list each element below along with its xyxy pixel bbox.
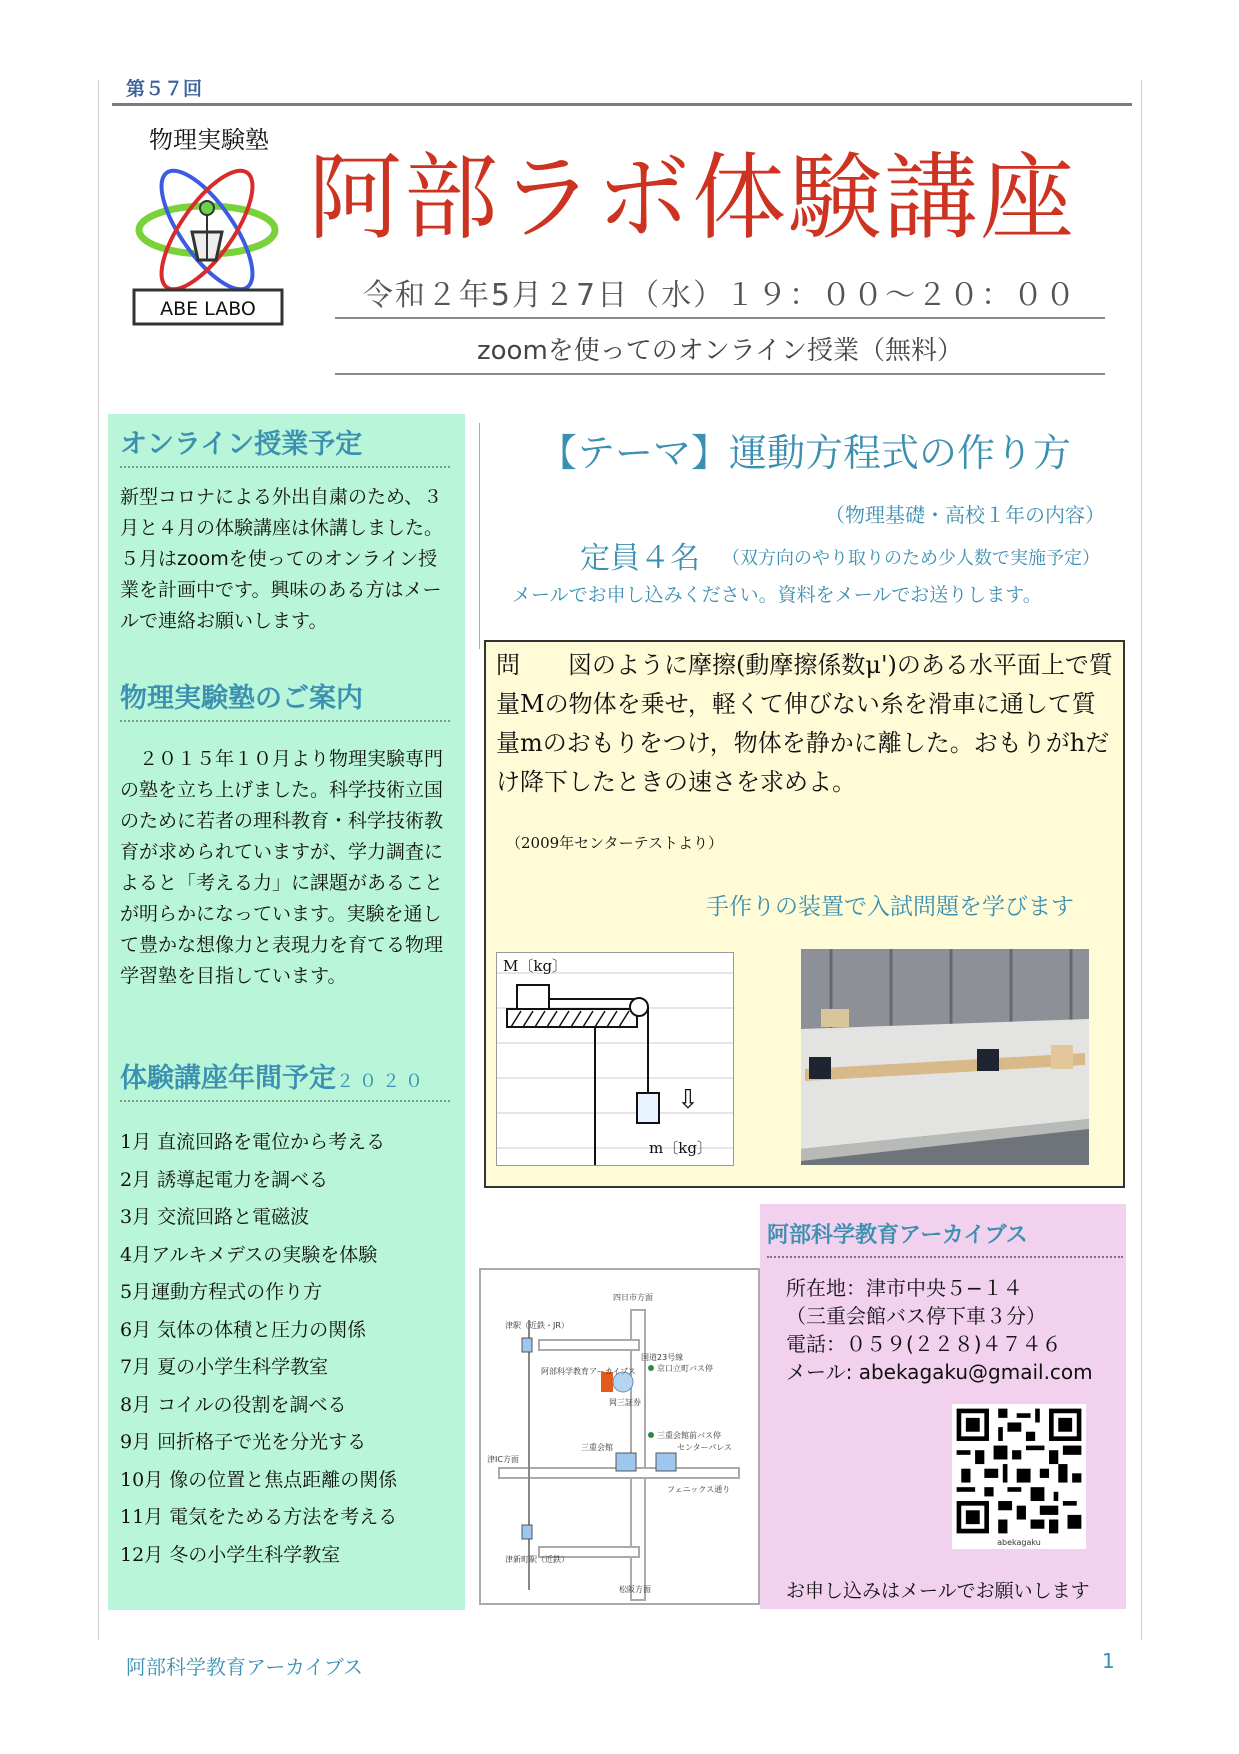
left-sidebar xyxy=(108,414,465,1610)
dotted-divider xyxy=(767,1256,1123,1258)
dotted-divider xyxy=(120,466,450,468)
list-item: 5月運動方程式の作り方 xyxy=(120,1281,323,1303)
schedule-year: ２０２０ xyxy=(336,1071,428,1092)
page-frame-right xyxy=(1141,80,1142,1640)
down-arrow-icon: ⇩ xyxy=(677,1085,699,1115)
mail-note: メールでお申し込みください。資料をメールでお送りします。 xyxy=(512,584,1042,606)
question-text: 問 図のように摩擦(動摩擦係数μ')のある水平面上で質量Mの物体を乗せ，軽くて伸びない糸を滑車に通して質量mのおもりをつけ，物体を静かに離した。おもりがhだけ降下したときの速さを求めよ。 xyxy=(496,651,1113,796)
page-title: 阿部ラボ体験講座 xyxy=(308,144,1077,253)
contact-heading: 阿部科学教育アーカイブス xyxy=(767,1222,1028,1248)
question-lead: 手作りの装置で入試問題を学びます xyxy=(706,894,1074,920)
capacity: 定員４名 xyxy=(580,541,700,576)
pulley-diagram xyxy=(496,952,734,1166)
divider xyxy=(335,317,1105,319)
email-link[interactable]: メール: abekagaku@gmail.com xyxy=(786,1360,1093,1384)
question-box xyxy=(484,640,1125,1188)
map-label: 四日市方面 xyxy=(613,1293,653,1302)
list-item: 2月 誘導起電力を調べる xyxy=(120,1168,329,1191)
section-heading-schedule: 体験講座年間予定２０２０ xyxy=(120,1063,428,1094)
column-divider xyxy=(479,423,480,649)
map-label: 国道23号線 xyxy=(641,1353,684,1362)
issue-label: 第５７回 xyxy=(126,78,203,100)
header-rule xyxy=(112,103,1132,106)
map-label: 津IC方面 xyxy=(487,1455,519,1464)
divider xyxy=(335,373,1105,375)
map-label: 三重会館前バス停 xyxy=(657,1431,721,1440)
map-label: 三重会館 xyxy=(581,1443,613,1452)
map-label: 津駅（近鉄・JR） xyxy=(505,1321,569,1330)
map-label: 津新町駅（近鉄） xyxy=(505,1555,569,1564)
logo-top-text: 物理実験塾 xyxy=(149,126,269,154)
list-item: 6月 気体の体積と圧力の関係 xyxy=(120,1318,367,1341)
dotted-divider xyxy=(120,1100,450,1102)
theme-heading: 【テーマ】運動方程式の作り方 xyxy=(538,431,1071,475)
map-label: センターパレス xyxy=(677,1443,733,1452)
list-item: 1月 直流回路を電位から考える xyxy=(120,1131,386,1153)
event-mode: zoomを使ってのオンライン授業（無料） xyxy=(476,336,963,366)
list-item: 8月 コイルの役割を調べる xyxy=(120,1393,347,1416)
section-heading-intro: 物理実験塾のご案内 xyxy=(120,683,363,714)
phone: 電話：０５９(２２８)４７４６ xyxy=(786,1332,1062,1356)
access-map xyxy=(479,1268,760,1605)
qr-code[interactable] xyxy=(952,1404,1086,1549)
section-body-intro: ２０１５年１０月より物理実験専門の塾を立ち上げました。科学技術立国のために若者の理科教育・科学技術教育が求められていますが、学力調査によると「考える力」に課題があることが明らかになっています。実験を通して豊かな想像力と表現力を育てる物理学習塾を目指しています。 xyxy=(120,748,444,987)
map-label: 松阪方面 xyxy=(619,1585,651,1594)
address: 所在地：津市中央５−１４ xyxy=(786,1276,1023,1300)
mass-m-label: m〔kg〕 xyxy=(649,1139,712,1157)
list-item: 9月 回折格子で光を分光する xyxy=(120,1431,367,1453)
footer-org: 阿部科学教育アーカイブス xyxy=(126,1655,363,1679)
qr-label: abekagaku xyxy=(997,1538,1041,1547)
contact-box xyxy=(760,1204,1126,1609)
schedule-list xyxy=(120,1124,460,1574)
map-label: 京口立町バス停 xyxy=(657,1364,713,1373)
list-item: 11月 電気をためる方法を考える xyxy=(120,1506,398,1528)
page-frame-left xyxy=(98,80,99,1640)
abe-labo-logo xyxy=(122,120,297,335)
question-source: （2009年センターテストより） xyxy=(506,834,723,852)
logo-badge-text: ABE LABO xyxy=(160,298,256,320)
mass-M-label: M〔kg〕 xyxy=(503,957,568,975)
list-item: 10月 像の位置と焦点距離の関係 xyxy=(120,1468,398,1491)
list-item: 3月 交流回路と電磁波 xyxy=(120,1206,310,1228)
bus-stop-note: （三重会館バス停下車３分） xyxy=(786,1304,1046,1328)
event-datetime: 令和２年5月２7日（水）１９：００〜２０：００ xyxy=(362,278,1078,313)
list-item: 4月アルキメデスの実験を体験 xyxy=(120,1243,378,1266)
list-item: 7月 夏の小学生科学教室 xyxy=(120,1356,329,1378)
apply-note: お申し込みはメールでお願いします xyxy=(786,1580,1090,1602)
map-label: フェニックス通り xyxy=(667,1485,731,1494)
section-heading-online: オンライン授業予定 xyxy=(120,429,363,460)
page-number: 1 xyxy=(1102,1649,1115,1673)
apparatus-photo xyxy=(801,949,1089,1165)
contact-details xyxy=(786,1274,1093,1386)
dotted-divider xyxy=(120,720,450,722)
map-label: 阿部科学教育アーカイブス xyxy=(541,1367,636,1376)
course-level: （物理基礎・高校１年の内容） xyxy=(825,503,1105,527)
map-label: 岡三証券 xyxy=(609,1398,641,1407)
capacity-note: （双方向のやり取りのため少人数で実施予定） xyxy=(722,548,1100,569)
section-body-online: 新型コロナによる外出自粛のため、３月と４月の体験講座は休講しました。５月はzoomを使ってのオンライン授業を計画中です。興味のある方はメールで連絡お願いします。 xyxy=(120,486,444,632)
list-item: 12月 冬の小学生科学教室 xyxy=(120,1543,341,1566)
